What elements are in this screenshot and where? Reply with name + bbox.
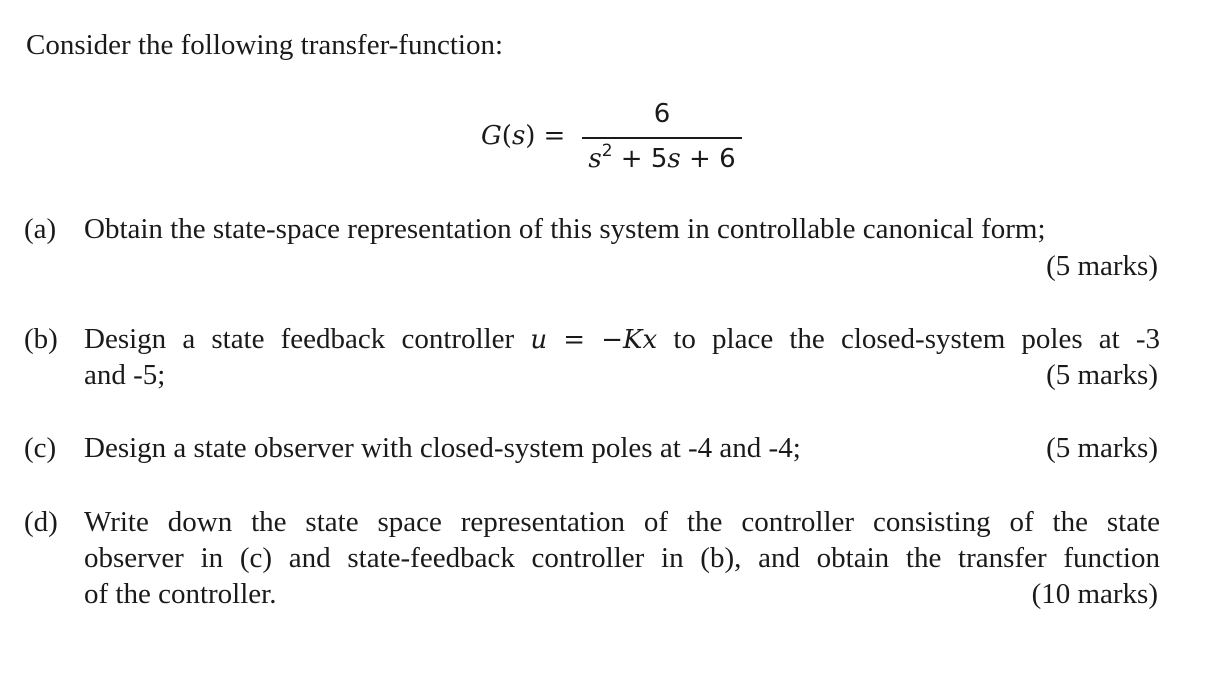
part-a-marks: (5 marks)	[1046, 250, 1158, 282]
denominator-variable: s	[588, 144, 602, 174]
part-c-marks: (5 marks)	[1046, 432, 1158, 464]
fraction-numerator: 6	[653, 99, 671, 129]
math-u: u	[530, 325, 548, 355]
part-b-line1	[84, 321, 1160, 358]
function-symbol: G	[481, 121, 502, 151]
function-variable: s	[511, 121, 526, 151]
intro-text: Consider the following transfer-function:	[26, 29, 503, 61]
part-d-marks: (10 marks)	[1031, 578, 1158, 610]
part-a-text: Obtain the state-space representation of this system in controllable canonical form;	[84, 213, 1046, 245]
part-d-label: (d)	[24, 506, 58, 538]
part-b-marks: (5 marks)	[1046, 359, 1158, 391]
fraction-denominator	[582, 143, 742, 175]
math-x: x	[642, 325, 658, 355]
equals-sign: =	[543, 121, 566, 151]
fraction-bar	[582, 137, 742, 139]
denominator-variable-2: s	[667, 144, 681, 174]
transfer-function-lhs: G(s) =	[481, 121, 566, 151]
part-b-label: (b)	[24, 323, 58, 355]
math-minus: −	[601, 325, 624, 355]
denominator-constant: + 6	[680, 144, 736, 174]
part-a-label: (a)	[24, 213, 57, 245]
part-b-line2: and -5;	[84, 359, 166, 391]
part-d-line3: of the controller.	[84, 578, 277, 610]
math-K: K	[623, 325, 643, 355]
part-b-text-after: to place the closed-system poles at -3	[673, 323, 1161, 355]
denominator-exponent: 2	[601, 141, 613, 161]
part-b-text-before: Design a state feedback controller	[84, 323, 515, 355]
part-d-line1: Write down the state space representation of the controller consisting of the state	[84, 506, 1160, 538]
part-c-label: (c)	[24, 432, 57, 464]
math-equals: =	[563, 325, 586, 355]
part-d-line2: observer in (c) and state-feedback controller in (b), and obtain the transfer function	[84, 542, 1160, 574]
part-c-text: Design a state observer with closed-system poles at -4 and -4;	[84, 432, 801, 464]
denominator-term: + 5	[612, 144, 668, 174]
math-neg-kx	[601, 323, 657, 355]
